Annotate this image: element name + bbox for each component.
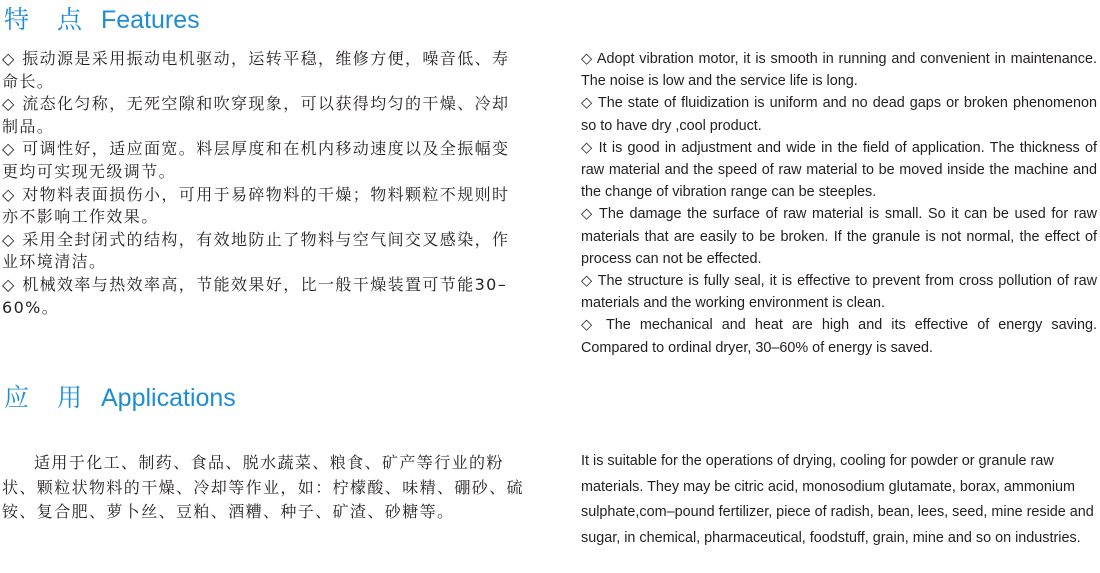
features-heading [4,0,200,36]
feature-item-zh: ◇ 振动源是采用振动电机驱动，运转平稳，维修方便，噪音低、寿命长。 [2,49,510,91]
feature-item-en: ◇ The structure is fully seal, it is effective to prevent from cross pollution of raw materials and the working environment is clean. [581,273,1097,312]
applications-paragraph-zh: 适用于化工、制药、食品、脱水蔬菜、粮食、矿产等行业的粉状、颗粒状物料的干燥、冷却等作业，如：柠檬酸、味精、硼砂、硫铵、复合肥、萝卜丝、豆粕、酒糟、种子、矿渣、砂糖等。 [2,453,525,521]
applications-text-zh [2,451,524,525]
feature-item-en: ◇ The mechanical and heat are high and its effective of energy saving. Compared to ordinal dryer, 30–60% of energy is saved. [581,317,1097,356]
feature-item-zh: ◇ 流态化匀称，无死空隙和吹穿现象，可以获得均匀的干燥、冷却制品。 [2,94,510,136]
feature-item-en: ◇ The damage the surface of raw material is small. So it can be used for raw materials that are easily to be broken. If the granule is not normal, the effect of process can not be effected. [581,206,1097,267]
features-list-en [581,48,1097,359]
feature-item-en: ◇ The state of fluidization is uniform and no dead gaps or broken phenomenon so to have dry ,cool product. [581,95,1097,134]
feature-item-en: ◇ It is good in adjustment and wide in the field of application. The thickness of raw material and the speed of raw material to be moved inside the machine and the change of vibration range can be steeples. [581,139,1097,201]
features-list-zh [2,48,524,319]
applications-paragraph-en: It is suitable for the operations of drying, cooling for powder or granule raw materials. They may be citric acid, monosodium glutamate, borax, ammonium sulphate,com–pound fertilizer, piece of radish, bean, lees, seed, mine reside and sugar, in chemical, pharmaceutical, foodstuff, grain, mine and so on industries. [581,453,1094,546]
feature-item-en: ◇ Adopt vibration motor, it is smooth in running and convenient in maintenance. The noise is low and the service life is long. [581,51,1097,90]
features-heading-en: Features [101,6,200,34]
applications-heading-en: Applications [101,384,236,412]
applications-text-en [581,449,1097,551]
feature-item-zh: ◇ 采用全封闭式的结构，有效地防止了物料与空气间交叉感染，作业环境清洁。 [2,229,510,272]
applications-heading [4,378,236,414]
feature-item-zh: ◇ 对物料表面损伤小，可用于易碎物料的干燥；物料颗粒不规则时亦不影响工作效果。 [2,184,510,227]
applications-heading-cn: 应 用 [4,383,92,412]
features-heading-cn: 特 点 [4,5,92,34]
feature-item-zh: ◇ 可调性好，适应面宽。料层厚度和在机内移动速度以及全振幅变更均可实现无级调节。 [2,139,510,181]
feature-item-zh: ◇ 机械效率与热效率高，节能效果好，比一般干燥装置可节能30–60%。 [2,274,508,317]
